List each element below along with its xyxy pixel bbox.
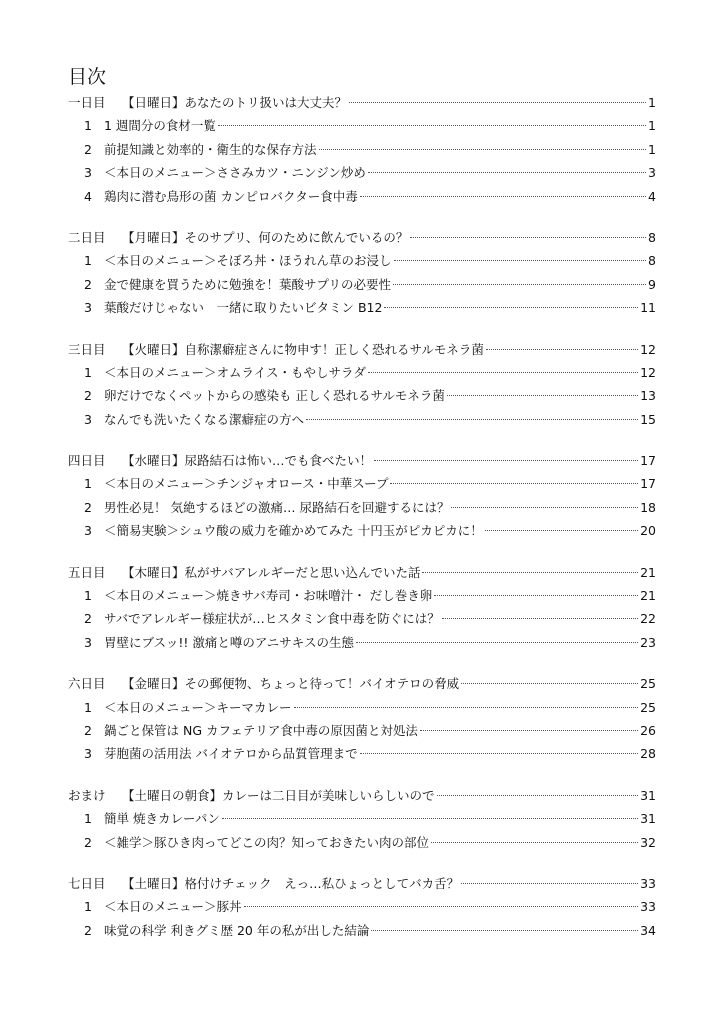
page-number: 1 [648,118,656,134]
page-number: 9 [648,276,656,292]
item-number: 2 [84,499,92,515]
chapter-label: 三日目 [68,341,106,357]
item-number: 2 [84,388,92,404]
dot-leader [485,530,638,531]
item-number: 2 [84,276,92,292]
dot-leader [420,730,638,731]
dot-leader [368,372,638,373]
chapter-entry[interactable] [68,449,656,472]
page-number: 22 [640,611,656,627]
chapter-entry[interactable] [68,872,656,895]
page-number: 28 [640,746,656,762]
dot-leader [368,172,646,173]
item-number: 2 [84,922,92,938]
toc-item[interactable] [68,384,656,407]
item-title: 卵だけでなくペットからの感染も 正しく恐れるサルモネラ菌 [104,388,445,404]
item-title: 鶏肉に潜む鳥形の菌 カンピロバクター食中毒 [104,188,358,204]
dot-leader [431,842,638,843]
table-of-contents [68,64,656,960]
page-number: 32 [640,834,656,850]
toc-section [68,449,656,543]
page-number: 31 [640,787,656,803]
toc-sections [68,91,656,942]
dot-leader [437,795,639,796]
toc-item[interactable] [68,114,656,137]
page-number: 31 [640,811,656,827]
item-number: 1 [84,476,92,492]
chapter-label: 一日目 [68,95,106,110]
toc-section [68,672,656,766]
item-number: 2 [84,722,92,738]
dot-leader [244,906,639,907]
page-number: 15 [640,411,656,427]
chapter-entry[interactable] [68,784,656,807]
chapter-label: 六日目 [68,676,106,692]
item-title: 葉酸だけじゃない 一緒に取りたいビタミン B12 [104,300,383,316]
chapter-title: 【金曜日】その郵便物、ちょっと待って！バイオテロの脅威 [122,676,460,692]
dot-leader [394,260,647,261]
dot-leader [371,930,638,931]
chapter-entry[interactable] [68,91,656,114]
toc-section [68,872,656,942]
page-number: 33 [640,875,656,891]
chapter-label: おまけ [68,787,106,803]
chapter-label: 二日目 [68,229,106,245]
chapter-entry[interactable] [68,672,656,695]
page-number: 3 [648,165,656,181]
toc-item[interactable] [68,895,656,918]
toc-item[interactable] [68,631,656,654]
item-number: 1 [84,811,92,827]
toc-item[interactable] [68,408,656,431]
dot-leader [486,349,638,350]
chapter-title: 【月曜日】そのサプリ、何のために飲んでいるの？ [122,229,409,245]
item-number: 3 [84,523,92,539]
page-number: 13 [640,388,656,404]
item-number: 3 [84,746,92,762]
dot-leader [461,683,638,684]
dot-leader [442,618,638,619]
item-title: 1 週間分の食材一覧 [104,118,216,134]
item-number: 2 [84,611,92,627]
chapter-entry[interactable] [68,226,656,249]
toc-item[interactable] [68,742,656,765]
item-title: ＜雑学＞豚ひき肉ってどこの肉？知っておきたい肉の部位 [104,834,430,850]
toc-item[interactable] [68,831,656,854]
dot-leader [422,572,638,573]
dot-leader [384,307,638,308]
page-number: 25 [640,699,656,715]
page-number: 1 [648,141,656,157]
chapter-title: 【火曜日】自称潔癖症さんに物申す！正しく恐れるサルモネラ菌 [122,341,484,357]
dot-leader [451,507,638,508]
toc-title: 目次 [68,66,107,88]
page-number: 12 [640,341,656,357]
page-number: 8 [648,229,656,245]
toc-item[interactable] [68,249,656,272]
toc-item[interactable] [68,719,656,742]
page-number: 33 [640,899,656,915]
chapter-entry[interactable] [68,561,656,584]
chapter-label: 四日目 [68,453,106,469]
item-title: 鍋ごと保管は NG カフェテリア食中毒の原因菌と対処法 [104,722,418,738]
item-title: 簡単 焼きカレーパン [104,811,220,827]
page-number: 1 [648,95,656,110]
toc-item[interactable] [68,496,656,519]
item-number: 1 [84,364,92,380]
item-title: 胃壁にブスッ!! 激痛と噂のアニサキスの生態 [104,634,354,650]
page-number: 26 [640,722,656,738]
chapter-title: 【土曜日の朝食】カレーは二日目が美味しいらしいので [122,787,435,803]
toc-section [68,338,656,432]
page-number: 17 [640,453,656,469]
dot-leader [390,483,638,484]
dot-leader [360,753,638,754]
toc-section [68,561,656,655]
item-number: 2 [84,141,92,157]
toc-item[interactable] [68,607,656,630]
item-title: 前提知識と効率的・衛生的な保存方法 [104,141,317,157]
item-title: ＜本日のメニュー＞焼きサバ寿司・お味噌汁・ だし巻き卵 [104,588,433,604]
dot-leader [434,595,638,596]
chapter-label: 七日目 [68,875,106,891]
page-number: 23 [640,634,656,650]
item-number: 1 [84,118,92,134]
item-title: なんでも洗いたくなる潔癖症の方へ [104,411,305,427]
item-number: 3 [84,411,92,427]
dot-leader [218,125,646,126]
toc-item[interactable] [68,361,656,384]
toc-item[interactable] [68,696,656,719]
chapter-entry[interactable] [68,338,656,361]
toc-item[interactable] [68,584,656,607]
chapter-label: 五日目 [68,564,106,580]
page-number: 17 [640,476,656,492]
dot-leader [349,102,646,103]
item-title: 金で健康を買うために勉強を！葉酸サプリの必要性 [104,276,392,292]
dot-leader [393,284,646,285]
page-number: 20 [640,523,656,539]
toc-item[interactable] [68,138,656,161]
dot-leader [360,196,646,197]
dot-leader [356,642,638,643]
page-number: 12 [640,364,656,380]
toc-item[interactable] [68,185,656,208]
item-title: ＜本日のメニュー＞豚丼 [104,899,242,915]
page-number: 8 [648,253,656,269]
dot-leader [306,419,638,420]
item-number: 3 [84,165,92,181]
item-number: 1 [84,253,92,269]
item-title: ＜本日のメニュー＞オムライス・もやしサラダ [104,364,366,380]
page-number: 25 [640,676,656,692]
item-number: 3 [84,634,92,650]
toc-section [68,784,656,854]
chapter-title: 【日曜日】あなたのトリ扱いは大丈夫？ [122,95,348,110]
chapter-title: 【水曜日】尿路結石は怖い…でも食べたい！ [122,453,373,469]
page-number: 18 [640,499,656,515]
dot-leader [410,237,646,238]
dot-leader [461,883,638,884]
item-title: ＜簡易実験＞シュウ酸の威力を確かめてみた 十円玉がピカピカに！ [104,523,483,539]
dot-leader [374,460,638,461]
item-number: 1 [84,699,92,715]
dot-leader [222,818,638,819]
dot-leader [319,149,647,150]
item-title: 男性必見！ 気絶するほどの激痛… 尿路結石を回避するには？ [104,499,450,515]
item-title: ＜本日のメニュー＞キーマカレー [104,699,292,715]
item-title: 味覚の科学 利きグミ歴 20 年の私が出した結論 [104,922,370,938]
chapter-title: 【木曜日】私がサバアレルギーだと思い込んでいた話 [122,564,421,580]
dot-leader [447,395,638,396]
toc-section [68,91,656,208]
page-number: 11 [640,300,656,316]
toc-item[interactable] [68,519,656,542]
item-number: 2 [84,834,92,850]
page-number: 34 [640,922,656,938]
toc-item[interactable] [68,807,656,830]
item-number: 4 [84,188,92,204]
item-title: ＜本日のメニュー＞そぼろ丼・ほうれん草のお浸し [104,253,392,269]
item-number: 1 [84,588,92,604]
toc-item[interactable] [68,919,656,942]
page-number: 21 [640,564,656,580]
toc-item[interactable] [68,273,656,296]
toc-section [68,226,656,320]
item-number: 3 [84,300,92,316]
item-title: サバでアレルギー様症状が…ヒスタミン食中毒を防ぐには？ [104,611,440,627]
chapter-title: 【土曜日】格付けチェック えっ…私ひょっとしてバカ舌？ [122,875,460,891]
item-title: ＜本日のメニュー＞ささみカツ・ニンジン炒め [104,165,366,181]
dot-leader [294,707,639,708]
page-number: 21 [640,588,656,604]
toc-item[interactable] [68,296,656,319]
page-number: 4 [648,188,656,204]
item-number: 1 [84,899,92,915]
item-title: ＜本日のメニュー＞チンジャオロース・中華スープ [104,476,389,492]
toc-item[interactable] [68,472,656,495]
toc-item[interactable] [68,161,656,184]
item-title: 芽胞菌の活用法 バイオテロから品質管理まで [104,746,358,762]
